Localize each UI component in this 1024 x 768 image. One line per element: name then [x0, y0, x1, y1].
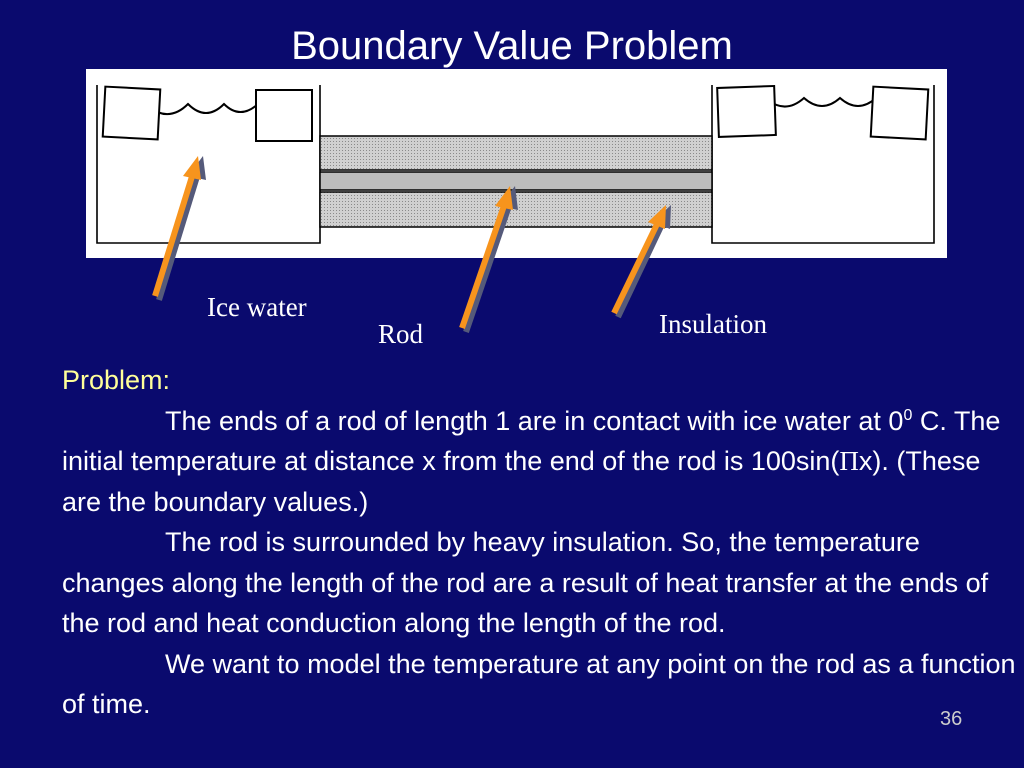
- problem-paragraph-3: We want to model the temperature at any point on the rod as a function of time.: [62, 648, 1016, 719]
- p1-post: x). (These are the boundary values.): [62, 446, 981, 517]
- problem-text: [62, 360, 1022, 725]
- right-ice-cube-1: [717, 86, 776, 137]
- label-rod: Rod: [378, 319, 424, 349]
- p1-pre: The ends of a rod of length 1 are in contact with ice water at 0: [165, 405, 904, 436]
- rod-diagram: [0, 0, 1024, 360]
- page-number: 36: [940, 708, 963, 730]
- slide-title: Boundary Value Problem: [291, 24, 733, 68]
- right-ice-cube-2: [871, 87, 929, 140]
- insulated-rod: [320, 136, 712, 227]
- p1-superscript: 0: [903, 406, 913, 424]
- problem-paragraph-2: The rod is surrounded by heavy insulation. So, the temperature changes along the length of the rod are a result of heat transfer at the ends of the rod and heat conduction along the length of the rod.: [62, 527, 989, 638]
- problem-heading: Problem:: [62, 365, 171, 395]
- problem-paragraph-1: [62, 401, 1022, 523]
- left-ice-cube-2: [256, 90, 312, 141]
- label-ice-water: Ice water: [207, 292, 307, 322]
- rod-core: [320, 172, 712, 190]
- insulation-top: [320, 136, 712, 170]
- label-insulation: Insulation: [659, 309, 767, 339]
- p1-mid: C. The initial temperature at distance x from the end of the rod is 100sin(: [62, 405, 1001, 476]
- pi-symbol: Π: [839, 446, 859, 476]
- left-ice-cube-1: [103, 87, 161, 140]
